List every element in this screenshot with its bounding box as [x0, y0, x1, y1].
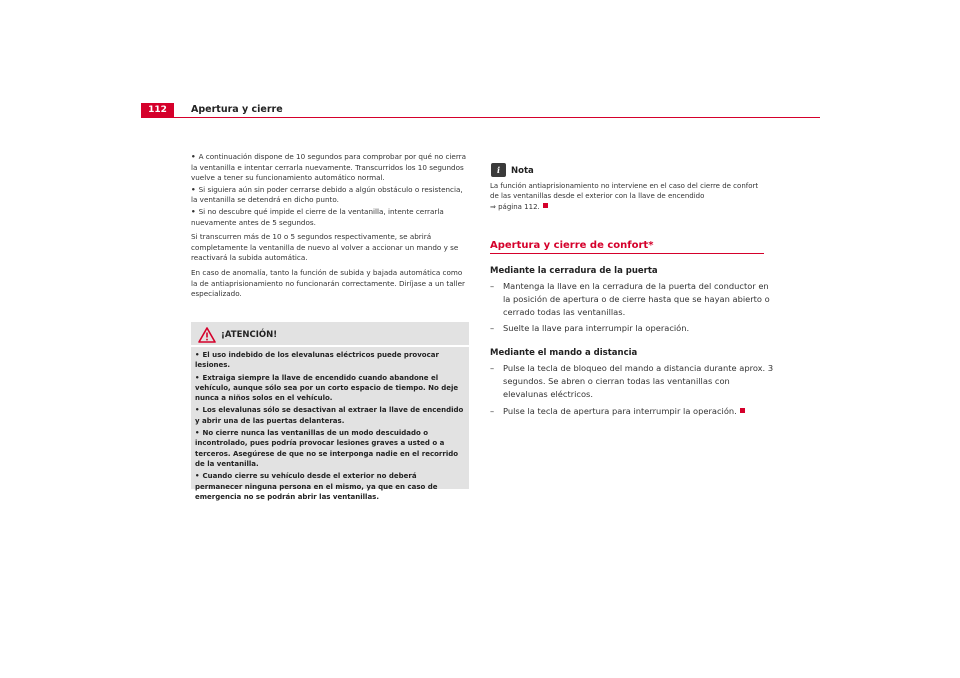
list-item: • A continuación dispone de 10 segundos para comprobar por qué no cierra la ventanilla e intentar cerrarla nuevamente. Transcurridos los 10 segundos vuelve a tener su funcionamiento automático normal.: [191, 152, 467, 183]
warning-box: [191, 322, 469, 501]
list-item: – Mantenga la llave en la cerradura de la puerta del conductor en la posición de apertura o de cierre hasta que se hayan abierto o cerrado todas las ventanillas.: [490, 281, 770, 317]
bullet-dot-icon: •: [195, 406, 200, 415]
paragraph: Si transcurren más de 10 o 5 segundos respectivamente, se abrirá completamente la ventanilla de nuevo al volver a accionar un mando y se reactivará la subida automática.: [191, 232, 459, 263]
bullet-dot-icon: •: [191, 152, 196, 161]
note-block: [490, 163, 766, 212]
left-column: [191, 152, 469, 304]
end-square-icon: [740, 408, 745, 413]
header-title: Apertura y cierre: [191, 104, 283, 115]
subheading: Mediante el mando a distancia: [490, 348, 638, 358]
note-header: [490, 163, 766, 181]
bullet-dot-icon: •: [195, 429, 200, 438]
end-square-icon: [543, 203, 548, 208]
warning-body: [191, 347, 469, 502]
list-item: – Pulse la tecla de apertura para interrumpir la operación.: [490, 405, 775, 418]
warning-title: ¡ATENCIÓN!: [221, 330, 278, 340]
bullet-dot-icon: •: [195, 351, 200, 359]
list-item: • Si no descubre qué impide el cierre de la ventanilla, intente cerrarla nuevamente antes de 5 segundos.: [191, 206, 444, 227]
list-item: • No cierre nunca las ventanillas de un modo descuidado o incontrolado, pues podría provocar lesiones graves a usted o a terceros. Asegúrese de que no se interponga nadie en el recorrido de la ventanilla.: [195, 429, 459, 468]
page-reference-link[interactable]: ⇒ página 112.: [490, 202, 540, 211]
page-number: 112: [141, 103, 174, 118]
list-item: – Suelte la llave para interrumpir la operación.: [490, 323, 690, 333]
list-item: • Si siguiera aún sin poder cerrarse debido a algún obstáculo o resistencia, la ventanilla se detendrá en dicho punto.: [191, 184, 463, 205]
note-title: Nota: [511, 166, 534, 176]
info-note-icon: i: [491, 163, 506, 177]
list-item: • Cuando cierre su vehículo desde el exterior no deberá permanecer ninguna persona en el mismo, ya que en caso de emergencia no se podrán abrir las ventanillas.: [195, 472, 438, 501]
bullet-dot-icon: •: [195, 373, 200, 382]
bullet-dot-icon: •: [191, 184, 196, 194]
bullet-dot-icon: •: [191, 206, 196, 216]
list-item: • El uso indebido de los elevalunas eléctricos puede provocar lesiones.: [195, 351, 439, 370]
note-text: La función antiaprisionamiento no interviene en el caso del cierre de confort de las ventanillas desde el exterior con la llave de encendido ⇒ página 112.: [490, 182, 759, 211]
list-item: • Extraiga siempre la llave de encendido cuando abandone el vehículo, aunque sólo sea por un corto espacio de tiempo. No deje nunca a niños solos en el vehículo.: [195, 373, 459, 403]
subheading: Mediante la cerradura de la puerta: [490, 266, 658, 276]
page-header: [141, 103, 820, 118]
list-item: – Pulse la tecla de bloqueo del mando a distancia durante aprox. 3 segundos. Se abren o cierran todas las ventanillas con elevalunas eléctricos.: [490, 363, 774, 399]
warning-triangle-icon: [198, 327, 216, 343]
warning-header: [191, 322, 469, 344]
section-title: Apertura y cierre de confort*: [490, 240, 764, 254]
list-item: • Los elevalunas sólo se desactivan al extraer la llave de encendido y abrir una de las puertas delanteras.: [195, 406, 464, 425]
bullet-dot-icon: •: [195, 472, 200, 481]
paragraph: En caso de anomalía, tanto la función de subida y bajada automática como la de antiaprisionamiento no funcionarán correctamente. Diríjase a un taller especializado.: [191, 267, 465, 299]
